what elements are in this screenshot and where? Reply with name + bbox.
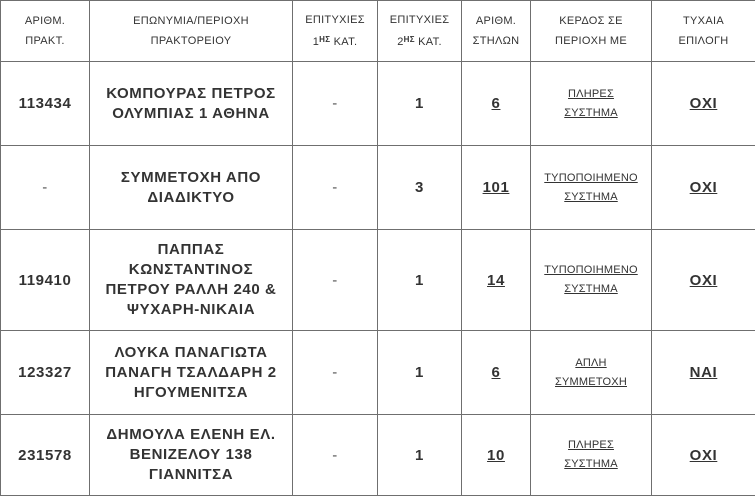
- header-wins-category-2-ordinal: ΗΣ: [403, 35, 415, 44]
- header-win-type: [531, 1, 652, 62]
- random-selection-link[interactable]: ΟΧΙ: [689, 446, 718, 464]
- header-wins-category-1-ordinal: ΗΣ: [319, 35, 331, 44]
- random-selection-cell: [652, 331, 755, 415]
- win-type-cell: [531, 331, 652, 415]
- random-selection-cell: [652, 415, 755, 496]
- win-type-link[interactable]: [555, 354, 627, 392]
- agency-number-cell: -: [1, 146, 90, 230]
- win-type-line: ΣΥΜΜΕΤΟΧΗ: [555, 375, 627, 388]
- random-selection-link[interactable]: ΟΧΙ: [689, 95, 718, 112]
- agency-name-line: ΓΙΑΝΝΙΤΣΑ: [148, 466, 234, 483]
- win-type-line: ΣΥΣΤΗΜΑ: [564, 458, 618, 470]
- random-selection-link[interactable]: ΟΧΙ: [689, 179, 718, 196]
- columns-count-cell: [462, 331, 531, 415]
- win-type-line: ΣΥΣΤΗΜΑ: [564, 190, 618, 203]
- header-agency-number-line1: ΑΡΙΘΜ.: [24, 15, 66, 27]
- header-agency-name-line1: ΕΠΩΝΥΜΙΑ/ΠΕΡΙΟΧΗ: [133, 15, 249, 27]
- win-type-link[interactable]: [544, 261, 637, 299]
- win-type-link[interactable]: [544, 169, 637, 207]
- agency-number-cell: 113434: [1, 62, 90, 146]
- wins-category-2-cell: 1: [378, 331, 462, 415]
- win-type-cell: [531, 230, 652, 331]
- columns-count-cell: [462, 62, 531, 146]
- agency-name-line: ΟΛΥΜΠΙΑΣ 1 ΑΘΗΝΑ: [112, 104, 270, 122]
- agency-name-cell: [90, 146, 293, 230]
- agency-name-cell: [90, 331, 293, 415]
- table-row: [1, 146, 755, 230]
- header-row: [1, 1, 755, 62]
- header-wins-category-2-line2: [378, 30, 461, 52]
- win-type-cell: [531, 415, 652, 496]
- agency-name-line: ΚΟΜΠΟΥΡΑΣ ΠΕΤΡΟΣ: [106, 84, 276, 102]
- table-row: [1, 62, 755, 146]
- agency-number-cell: 231578: [1, 415, 90, 496]
- random-selection-link[interactable]: ΟΧΙ: [689, 271, 718, 289]
- columns-count-link[interactable]: 6: [491, 95, 501, 112]
- wins-category-1-cell: -: [293, 230, 378, 331]
- agency-name-cell: [90, 230, 293, 331]
- agency-name-line: ΣΥΜΜΕΤΟΧΗ ΑΠΟ: [120, 168, 262, 186]
- columns-count-cell: [462, 230, 531, 331]
- header-wins-category-1: [293, 1, 378, 62]
- header-random-selection-line2: ΕΠΙΛΟΓΗ: [678, 35, 729, 47]
- wins-category-1-cell: -: [293, 331, 378, 415]
- header-columns-count-line1: ΑΡΙΘΜ.: [475, 15, 517, 27]
- agency-number-cell: 123327: [1, 331, 90, 415]
- win-type-line: ΠΛΗΡΕΣ: [568, 87, 614, 100]
- agency-name-line: ΠΑΠΠΑΣ: [157, 241, 225, 258]
- agency-name-line: ΒΕΝΙΖΕΛΟΥ 138: [129, 446, 253, 463]
- header-wins-category-2-number: 2: [397, 36, 404, 48]
- wins-category-1-cell: -: [293, 415, 378, 496]
- win-type-line: ΑΠΛΗ: [575, 356, 607, 369]
- header-wins-category-2-cat: ΚΑΤ.: [418, 36, 442, 48]
- header-agency-number-line2: ΠΡΑΚΤ.: [25, 35, 65, 47]
- win-type-link[interactable]: [564, 85, 618, 123]
- wins-category-2-cell: 1: [378, 415, 462, 496]
- table-row: [1, 331, 755, 415]
- header-columns-count: [462, 1, 531, 62]
- header-win-type-line1: ΚΕΡΔΟΣ ΣΕ: [559, 15, 623, 27]
- agency-name-line: ΔΙΑΔΙΚΤΥΟ: [147, 188, 235, 206]
- random-selection-cell: [652, 146, 755, 230]
- columns-count-link[interactable]: 14: [487, 271, 505, 289]
- columns-count-cell: [462, 146, 531, 230]
- win-type-cell: [531, 146, 652, 230]
- win-type-line: ΠΛΗΡΕΣ: [568, 439, 614, 451]
- columns-count-link[interactable]: 10: [487, 446, 505, 464]
- header-win-type-line2: ΠΕΡΙΟΧΗ ΜΕ: [554, 35, 628, 47]
- agency-name-cell: [90, 62, 293, 146]
- agency-name-line: ΠΑΝΑΓΗ ΤΣΑΛΔΑΡΗ 2: [105, 363, 277, 381]
- columns-count-link[interactable]: 101: [482, 179, 510, 196]
- random-selection-link[interactable]: ΝΑΙ: [689, 364, 718, 381]
- agency-name-line: ΚΩΝΣΤΑΝΤΙΝΟΣ: [128, 261, 254, 278]
- wins-category-2-cell: 1: [378, 62, 462, 146]
- header-random-selection: [652, 1, 755, 62]
- win-type-line: ΣΥΣΤΗΜΑ: [564, 283, 618, 295]
- header-random-selection-line1: ΤΥΧΑΙΑ: [683, 15, 724, 27]
- wins-category-2-cell: 3: [378, 146, 462, 230]
- agency-name-line: ΗΓΟΥΜΕΝΙΤΣΑ: [133, 383, 249, 401]
- header-wins-category-2-line1: ΕΠΙΤΥΧΙΕΣ: [389, 14, 450, 26]
- columns-count-link[interactable]: 6: [491, 364, 501, 381]
- header-wins-category-1-cat: ΚΑΤ.: [333, 36, 358, 48]
- header-wins-category-1-line1: ΕΠΙΤΥΧΙΕΣ: [305, 14, 365, 26]
- wins-category-1-cell: -: [293, 62, 378, 146]
- table-row: [1, 230, 755, 331]
- win-type-line: ΤΥΠΟΠΟΙΗΜΕΝΟ: [544, 171, 638, 184]
- agency-number-cell: 119410: [1, 230, 90, 331]
- agency-name-cell: [90, 415, 293, 496]
- columns-count-cell: [462, 415, 531, 496]
- win-type-line: ΤΥΠΟΠΟΙΗΜΕΝΟ: [544, 264, 638, 276]
- wins-category-2-cell: 1: [378, 230, 462, 331]
- wins-category-1-cell: -: [293, 146, 378, 230]
- header-columns-count-line2: ΣΤΗΛΩΝ: [472, 35, 520, 47]
- random-selection-cell: [652, 62, 755, 146]
- win-type-line: ΣΥΣΤΗΜΑ: [564, 106, 618, 119]
- win-type-link[interactable]: [564, 436, 618, 474]
- header-agency-name: [90, 1, 293, 62]
- header-wins-category-1-line2: [293, 30, 377, 52]
- header-wins-category-2: [378, 1, 462, 62]
- random-selection-cell: [652, 230, 755, 331]
- header-wins-category-1-number: 1: [312, 36, 320, 48]
- agency-name-line: ΔΗΜΟΥΛΑ ΕΛΕΝΗ ΕΛ.: [106, 426, 276, 443]
- agency-name-line: ΨΥΧΑΡΗ-ΝΙΚΑΙΑ: [126, 301, 256, 318]
- agency-name-line: ΛΟΥΚΑ ΠΑΝΑΓΙΩΤΑ: [114, 343, 268, 361]
- header-agency-number: [1, 1, 90, 62]
- table-row: [1, 415, 755, 496]
- header-agency-name-line2: ΠΡΑΚΤΟΡΕΙΟΥ: [150, 35, 232, 47]
- agency-name-line: ΠΕΤΡΟΥ ΡΑΛΛΗ 240 &: [105, 281, 277, 298]
- win-type-cell: [531, 62, 652, 146]
